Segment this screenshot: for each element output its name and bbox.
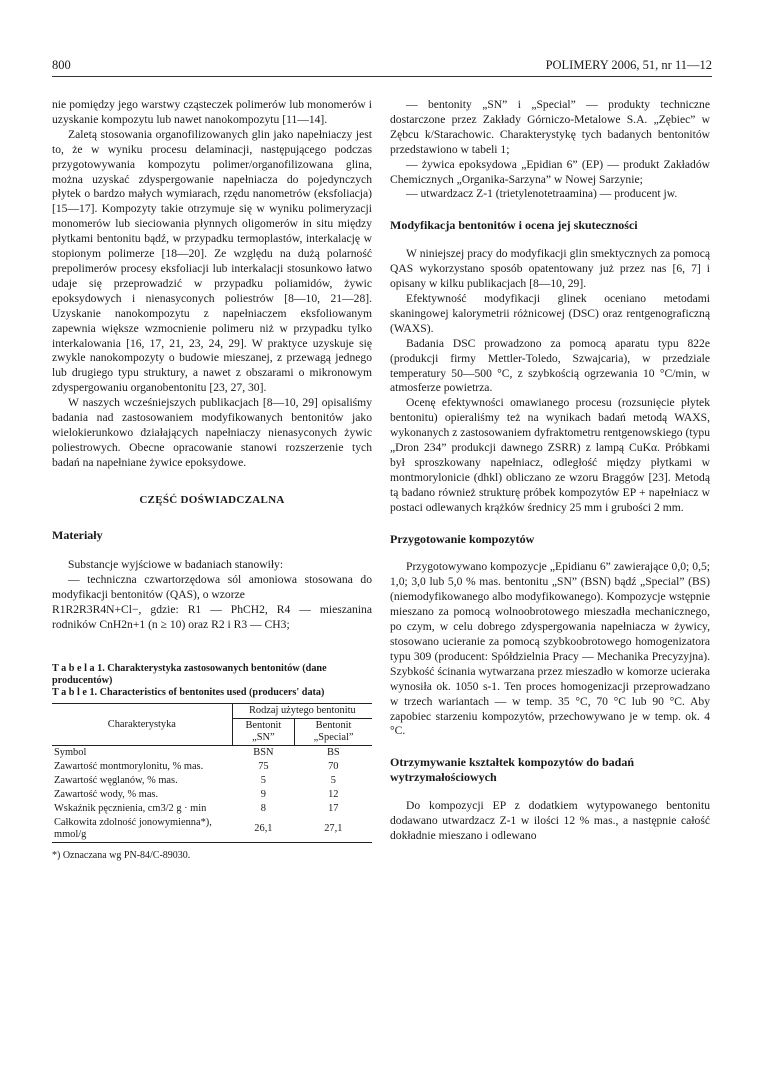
- table-header-col1: Bentonit „SN”: [232, 719, 294, 746]
- table-header-characteristic: Charakterystyka: [52, 704, 232, 746]
- table-header-col2: Bentonit „Special”: [295, 719, 372, 746]
- experimental-section-title: CZĘŚĆ DOŚWIADCZALNA: [139, 493, 285, 506]
- left-paragraph-1: nie pomiędzy jego warstwy cząsteczek polimerów lub monomerów i uzyskanie kompozytu lub nawet nanokompozytu [11—14].: [52, 98, 372, 126]
- table-cell-label: Zawartość wody, % mas.: [54, 789, 159, 800]
- right-paragraph-6: Badania DSC prowadzono za pomocą aparatu typu 822e (produkcji firmy Mettler-Toledo, Szwajcaria), w przedziale temperatury 50—500 °C, z szybkością ogrzewania 10 °C/min, w atmosferze powietrza.: [390, 336, 710, 395]
- table-footnote: *) Oznaczana wg PN-84/C-89030.: [52, 850, 191, 861]
- table-cell: 70: [328, 761, 339, 772]
- table-cell: 5: [330, 775, 336, 786]
- table-row: [52, 746, 372, 761]
- right-paragraph-3: — utwardzacz Z-1 (trietylenotetraamina) — producent jw.: [406, 187, 678, 201]
- page-number: 800: [52, 58, 71, 72]
- table-cell-label: Zawartość montmorylonitu, % mas.: [54, 761, 204, 772]
- table-cell: BS: [326, 747, 340, 758]
- table-caption-en: T a b l e 1. Characteristics of bentonites used (producers' data): [52, 687, 325, 698]
- table-caption-pl: T a b e l a 1. Charakterystyka zastosowanych bentonitów (dane producentów): [52, 663, 327, 686]
- table-cell: 75: [258, 761, 269, 772]
- right-paragraph-8: Przygotowywano kompozycje „Epidianu 6” zawierające 0,0; 0,5; 1,0; 3,0 lub 5,0 % mas. bentonitu „SN” (BSN) bądź „Special” (BS) (niemodyfikowanego albo modyfikowanego). Kompozycje wstępnie mieszano za pomocą wolnoobrotowego mieszadła mechanicznego, po czym, w celu dobrego zdyspergowania napełniacza w żywicy, stosowano ucieranie za pomocą szybkoobrotowego homogenizatora typu 309 (producent: Spółdzielnia Pracy — Mechanika Precyzyjna). Szybkość ścinania wytwarzana przez mieszadło w komorze ucieraka wynosiła ok. 1050 s-1. Ten proces homogenizacji przeprowadzano w trzech wariantach — w temp. 35 °C, 70 °C lub 90 °C. Aby zapobiec starzeniu kompozytów, przechowywano je w temp. ok. 4 °C.: [390, 560, 710, 738]
- table-cell: 17: [328, 803, 339, 814]
- table-cell-label: Symbol: [54, 747, 87, 758]
- table-row: [52, 760, 372, 774]
- table-cell-label: Zawartość węglanów, % mas.: [54, 775, 178, 786]
- right-paragraph-2: — żywica epoksydowa „Epidian 6” (EP) — produkt Zakładów Chemicznych „Organika-Sarzyna” w Nowej Sarzynie;: [390, 157, 710, 186]
- right-column: [390, 98, 710, 844]
- materials-formula: R1R2R3R4N+Cl−, gdzie: R1 — PhCH2, R4 — mieszanina rodników CnH2n+1 (n ≥ 10) oraz R2 i R3 — CH3;: [52, 603, 372, 632]
- left-paragraph-3: W naszych wcześniejszych publikacjach [8—10, 29] opisaliśmy badania nad zastosowaniem modyfikowanych bentonitów jako wielokierunkowo działających napełniaczy nienasyconych żywic poliestrowych. Obecne opracowanie stanowi rozszerzenie tych badań na napełniane żywice epoksydowe.: [52, 396, 372, 469]
- materials-intro: Substancje wyjściowe w badaniach stanowiły:: [68, 558, 284, 572]
- table-header-group: Rodzaj użytego bentonitu: [232, 704, 372, 719]
- table-cell: 9: [260, 789, 266, 800]
- table-row: [52, 774, 372, 788]
- left-column: [52, 98, 372, 864]
- heading-modification: Modyfikacja bentonitów i ocena jej skuteczności: [390, 218, 638, 233]
- page-header: [52, 58, 712, 78]
- materials-qas: — techniczna czwartorzędowa sól amoniowa stosowana do modyfikacji bentonitów (QAS), o wzorze: [52, 573, 372, 602]
- table-row: [52, 788, 372, 802]
- materials-heading: Materiały: [52, 527, 103, 542]
- table-cell: 26,1: [232, 816, 294, 843]
- table-cell: 27,1: [295, 816, 372, 843]
- journal-info: POLIMERY 2006, 51, nr 11—12: [545, 58, 712, 72]
- table-row: [52, 802, 372, 816]
- heading-specimens: Otrzymywanie kształtek kompozytów do badań wytrzymałościowych: [390, 755, 635, 785]
- heading-preparation: Przygotowanie kompozytów: [390, 531, 535, 546]
- right-paragraph-9: Do kompozycji EP z dodatkiem wytypowanego bentonitu dodawano utwardzacz Z-1 w ilości 12 % mas., a następnie całość dokładnie mieszano i odlewano: [390, 799, 710, 842]
- table-cell: 12: [328, 789, 339, 800]
- left-paragraph-2: Zaletą stosowania organofilizowanych glin jako napełniaczy jest to, że w wyniku procesu delaminacji, następującego podczas przygotowywania kompozytu polimer/organofilizowana glina, można uzyskać zdyspergowanie napełniacza do pojedynczych płytek o bardzo małych wymiarach, rzędu nanometrów (eksfoliacja) [15—17]. Kompozyty takie otrzymuje się w wyniku polimeryzacji monomerów lub sieciowania płynnych oligomerów in situ między płytkami bentonitu bądź, w przypadku termoplastów, interkalację w stopionym polimerze [18—20]. Ze względu na dużą polarność prepolimerów procesy eksfoliacji lub interkalacji stosunkowo łatwo udaje się przeprowadzić w przypadku poliamidów, żywic epoksydowych i nienasyconych poliestrów [8—10, 21—28]. Uzyskanie nanokompozytu z napełniaczem eksfoliowanym zapewnia większe wzmocnienie polimeru niż w przypadku tylko interkalowania [16, 17, 21, 23, 24, 29]. W praktyce uzyskuje się zwykle nanokompozyty o budowie mieszanej, z przewagą jednego lub drugiego typu struktury, a nawet z obszarami o mikronowym zdyspergowaniu organobentonitu [23, 27, 30].: [52, 127, 372, 395]
- right-paragraph-5: Efektywność modyfikacji glinek oceniano metodami skaningowej kalorymetrii różnicowej (DSC) oraz rentgenograficzną (WAXS).: [390, 291, 710, 335]
- right-paragraph-4: W niniejszej pracy do modyfikacji glin smektycznych za pomocą QAS wykorzystano sposób opatentowany już przez nas [6, 7] i opisany w kilku publikacjach [8—10, 29].: [390, 247, 710, 291]
- table-cell: 5: [260, 775, 266, 786]
- right-paragraph-7: Ocenę efektywności omawianego procesu (rozsunięcie płytek bentonitu) opieraliśmy też na wynikach badań metodą WAXS, wykonanych z zastosowaniem dyfraktometru rentgenowskiego (typu „Dron 234” produkcji dawnego ZSRR) z lampą CuKα. Próbkami był sproszkowany napełniacz, odległość między płytkami w montmorylonicie (dhkl) obliczano ze wzoru Braggów [23]. Metodą tą badano również strukturę próbek kompozytów EP + napełniacz w postaci odlewanych krążków średnicy 25 mm i grubości 2 mm.: [390, 396, 710, 514]
- table-cell: 8: [260, 803, 266, 814]
- table-cell-label: Całkowita zdolność jonowymienna*), mmol/g: [52, 816, 232, 843]
- table-row: [52, 816, 372, 843]
- table-cell-label: Wskaźnik pęcznienia, cm3/2 g · min: [54, 803, 207, 814]
- right-paragraph-1: — bentonity „SN” i „Special” — produkty techniczne dostarczone przez Zakłady Górniczo-Metalowe S.A. „Zębiec” w Zębcu k/Starachowic. Charakterystykę tych badanych bentonitów przedstawiono w tabeli 1;: [390, 98, 710, 156]
- table-cell: BSN: [253, 747, 274, 758]
- header-rule: [52, 76, 712, 77]
- bentonite-table: [52, 703, 372, 843]
